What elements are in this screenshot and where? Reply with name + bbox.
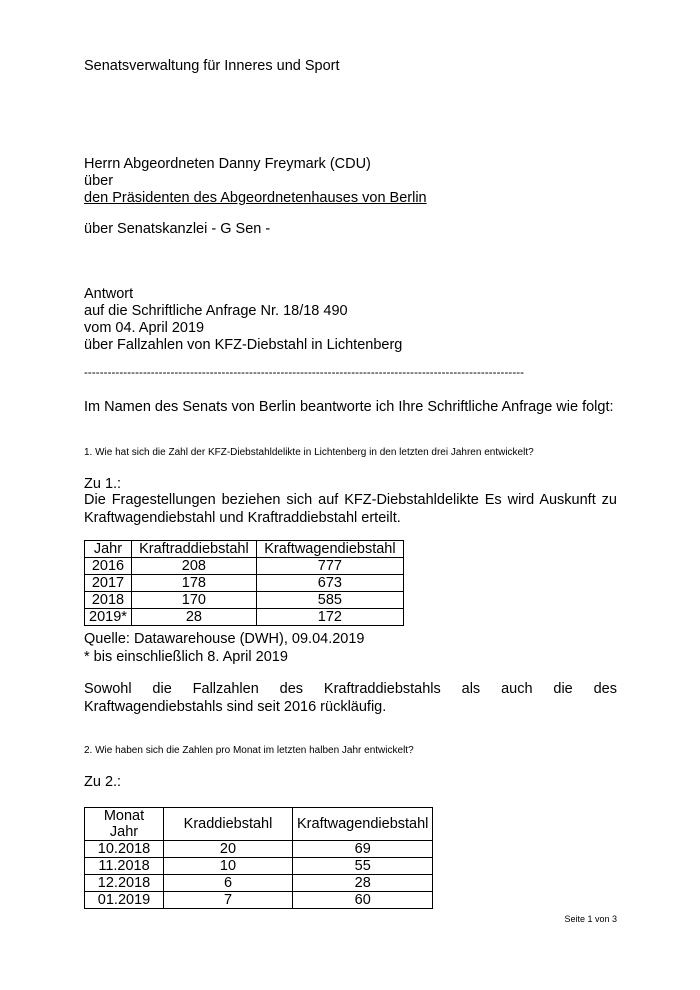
addressee-line-3: den Präsidenten des Abgeordnetenhauses von Berlin [84, 190, 427, 206]
table-cell: 10 [164, 858, 293, 875]
table-cell: 170 [131, 592, 256, 609]
column-header: Jahr [85, 541, 132, 558]
table-row [85, 858, 433, 875]
column-header: Monat Jahr [85, 808, 164, 841]
table-header-row [85, 808, 433, 841]
subject-line-2: auf die Schriftliche Anfrage Nr. 18/18 490 [84, 303, 348, 319]
table-cell: 585 [256, 592, 403, 609]
question-2: 2. Wie haben sich die Zahlen pro Monat im letzten halben Jahr entwickelt? [84, 745, 414, 756]
table-cell: 10.2018 [85, 841, 164, 858]
table-row [85, 841, 433, 858]
table-cell: 01.2019 [85, 892, 164, 909]
answer-2-heading: Zu 2.: [84, 774, 122, 790]
table-cell: 208 [131, 558, 256, 575]
table-cell: 55 [293, 858, 433, 875]
table-cell: 777 [256, 558, 403, 575]
addressee-line-2: über [84, 173, 114, 189]
column-header: Kraftraddiebstahl [131, 541, 256, 558]
table-row [85, 875, 433, 892]
addressee-line-1: Herrn Abgeordneten Danny Freymark (CDU) [84, 156, 371, 172]
separator-line: ---------------------------------------------------------------------------------------------------------------- [84, 367, 525, 379]
table-cell: 172 [256, 609, 403, 626]
table-cell: 178 [131, 575, 256, 592]
table-cell: 6 [164, 875, 293, 892]
table-cell: 28 [293, 875, 433, 892]
table-cell: 2019* [85, 609, 132, 626]
table-row [85, 575, 404, 592]
intro-text: Im Namen des Senats von Berlin beantworte ich Ihre Schriftliche Anfrage wie folgt: [84, 399, 614, 415]
subject-line-3: vom 04. April 2019 [84, 320, 205, 336]
answer-1-heading: Zu 1.: [84, 476, 122, 492]
table-row [85, 558, 404, 575]
page-number: Seite 1 von 3 [564, 914, 617, 924]
table-footnote: * bis einschließlich 8. April 2019 [84, 649, 288, 665]
table-cell: 11.2018 [85, 858, 164, 875]
subject-line-1: Antwort [84, 286, 134, 302]
yearly-theft-table [84, 540, 404, 626]
table-cell: 69 [293, 841, 433, 858]
answer-1-conclusion: Sowohl die Fallzahlen des Kraftraddiebstahls als auch die des Kraftwagendiebstahls sind seit 2016 rückläufig. [84, 681, 617, 715]
answer-1-text: Die Fragestellungen beziehen sich auf KFZ-Diebstahldelikte Es wird Auskunft zu Kraftwagendiebstahl und Kraftraddiebstahl erteilt. [84, 492, 617, 526]
table-cell: 2016 [85, 558, 132, 575]
column-header: Kraftwagendiebstahl [293, 808, 433, 841]
table-cell: 20 [164, 841, 293, 858]
table-header-row [85, 541, 404, 558]
table-cell: 2018 [85, 592, 132, 609]
table-cell: 2017 [85, 575, 132, 592]
table-cell: 28 [131, 609, 256, 626]
table-source: Quelle: Datawarehouse (DWH), 09.04.2019 [84, 631, 365, 647]
table-row [85, 892, 433, 909]
addressee-line-4: über Senatskanzlei - G Sen - [84, 221, 271, 237]
table-cell: 12.2018 [85, 875, 164, 892]
table-cell: 7 [164, 892, 293, 909]
table-cell: 60 [293, 892, 433, 909]
monthly-theft-table [84, 807, 433, 909]
column-header: Kraddiebstahl [164, 808, 293, 841]
department-header: Senatsverwaltung für Inneres und Sport [84, 58, 340, 74]
table-row [85, 609, 404, 626]
table-row [85, 592, 404, 609]
question-1: 1. Wie hat sich die Zahl der KFZ-Diebstahldelikte in Lichtenberg in den letzten drei Jahren entwickelt? [84, 447, 534, 458]
table-cell: 673 [256, 575, 403, 592]
column-header: Kraftwagendiebstahl [256, 541, 403, 558]
subject-line-4: über Fallzahlen von KFZ-Diebstahl in Lichtenberg [84, 337, 403, 353]
